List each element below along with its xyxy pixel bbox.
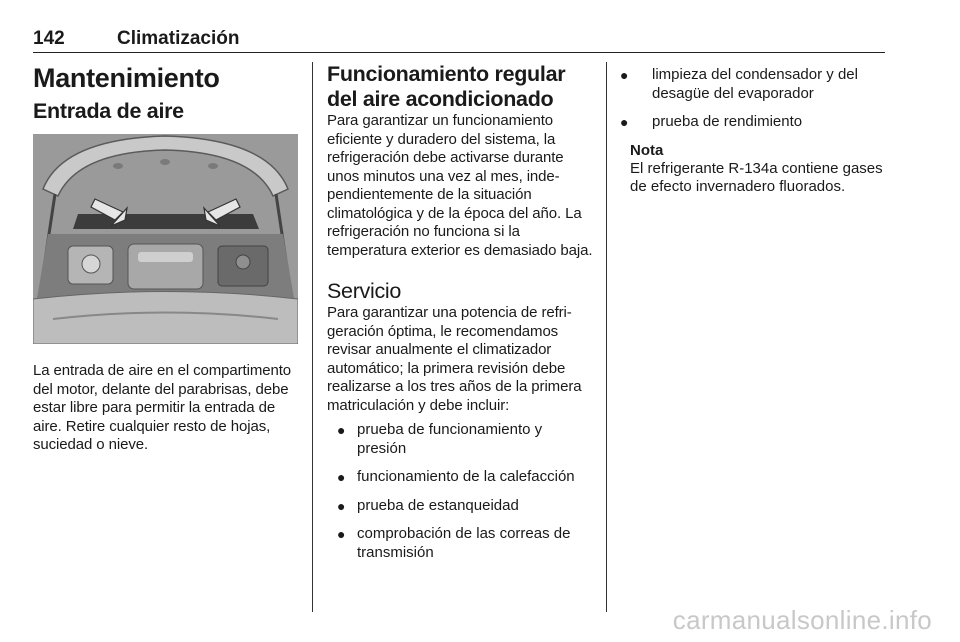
column-divider <box>312 62 313 612</box>
bullet-icon: ● <box>337 497 346 514</box>
column-right <box>618 62 888 197</box>
bullet-icon: ● <box>337 469 346 485</box>
list-item: ● limpieza del condensador y del desagüe del evaporador <box>620 66 858 102</box>
list-item: ● prueba de funcionamiento y presión <box>337 421 543 457</box>
service-text: Para garantizar una potencia de refrigeración óptima, le recomendamos revisar anualmente el climatizador automático; la primera revisión debe realizarse a los tres años de la primera matriculación y debe incluir: <box>327 304 582 414</box>
bullet-icon: ● <box>337 526 346 542</box>
engine-bay-illustration <box>33 134 298 344</box>
list-item: ● comprobación de las correas de transmisión <box>337 525 571 561</box>
bullet-icon: ● <box>620 67 629 83</box>
page-header <box>33 26 885 53</box>
chapter-heading: Mantenimiento <box>33 63 220 93</box>
service-checklist-continued <box>618 66 888 132</box>
list-item: ● prueba de estanqueidad <box>337 496 519 514</box>
bullet-icon: ● <box>620 114 629 130</box>
column-middle <box>327 62 595 572</box>
column-divider <box>606 62 607 612</box>
service-heading: Servicio <box>327 279 402 303</box>
page-number: 142 <box>33 28 65 49</box>
section-title: Climatización <box>117 28 240 49</box>
regular-operation-text: Para garantizar un funcionamiento eficiente y duradero del sistema, la refrigeración debe activarse durante unos minutos una vez al mes, independientemente de la situación climatológica y de la época del año. La refrigeración no funciona si la temperatura exterior es demasiado baja. <box>327 112 593 259</box>
service-checklist <box>327 421 595 562</box>
list-item: ● prueba de rendimiento <box>620 113 803 130</box>
note-text: El refrigerante R-134a contiene gases de efecto invernadero fluorados. <box>630 159 883 195</box>
regular-operation-heading: Funcionamiento regular del aire acondicionado <box>327 62 566 111</box>
list-item: ● funcionamiento de la calefacción <box>337 468 575 485</box>
subsection-heading: Entrada de aire <box>33 99 184 123</box>
note-label: Nota <box>630 141 664 159</box>
air-intake-caption: La entrada de aire en el compartimento del motor, delante del parabrisas, debe estar libre para permitir la entrada de aire. Retire cualquier resto de hojas, suciedad o nieve. <box>33 362 292 453</box>
bullet-icon: ● <box>337 422 346 438</box>
watermark: carmanualsonline.info <box>672 605 932 635</box>
column-left <box>33 62 301 455</box>
